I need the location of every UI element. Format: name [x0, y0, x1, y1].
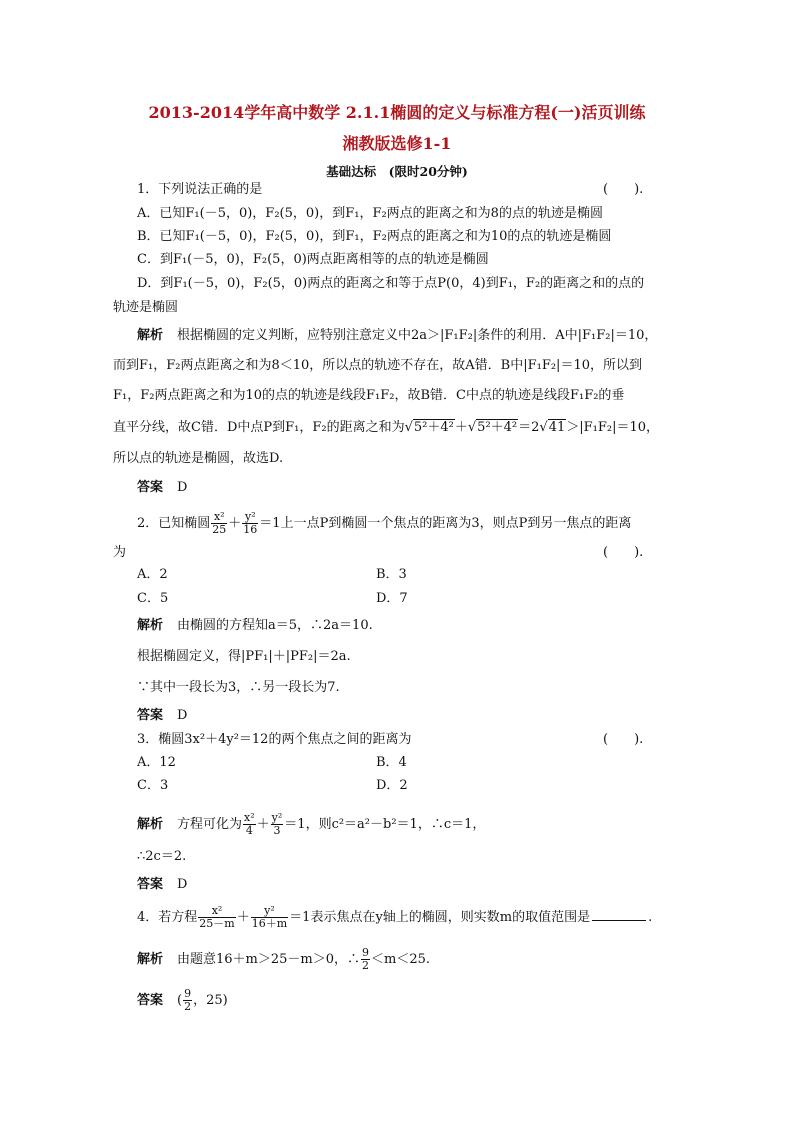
q1-option-b: B．已知F₁(－5，0)，F₂(5，0)，到F₁，F₂两点的距离之和为10的点的轨迹是椭圆 [137, 229, 612, 244]
sqrt-3: 41 [548, 420, 566, 435]
q1-analysis-2: 而到F₁，F₂两点距离之和为8＜10，所以点的轨迹不存在，故A错．B中|F₁F₂|＝10，所以到 [113, 358, 642, 373]
q1-stem: 1．下列说法正确的是 [137, 182, 263, 197]
q1-paren: ( ). [603, 182, 644, 197]
answer-blank[interactable] [592, 920, 646, 921]
fraction: $\frac{\text{x²}}{25}$ [212, 510, 227, 536]
q4-stem: 4．若方程 $\frac{\text{x²}}{25-m}$ ＋ $\frac{\text{y²}}{16+m}$ ＝1表示焦点在y轴上的椭圆，则实数m的取值范围是 . [137, 904, 653, 930]
q3-stem: 3．椭圆3x²＋4y²＝12的两个焦点之间的距离为 [137, 732, 412, 747]
q2-answer: 答案 D [137, 708, 188, 723]
q1-option-d-cont: 轨迹是椭圆 [113, 300, 179, 315]
q2-option-a: A．2 [137, 567, 168, 582]
fraction: $\frac{9}{2}$ [362, 946, 370, 972]
page-title: 2013-2014学年高中数学 2.1.1椭圆的定义与标准方程(一)活页训练 [148, 103, 646, 122]
analysis-label: 解析 [137, 328, 164, 343]
q1-answer: 答案 D [137, 480, 188, 495]
q3-option-d: D．2 [376, 778, 408, 793]
q3-paren: ( ). [603, 732, 644, 747]
fraction: $\frac{\text{y²}}{3}$ [271, 811, 283, 837]
q3-option-c: C．3 [137, 778, 169, 793]
q1-analysis-5: 所以点的轨迹是椭圆，故选D. [113, 451, 284, 466]
section-subtitle: 基础达标 (限时20分钟) [326, 164, 468, 179]
q3-option-a: A．12 [137, 755, 176, 770]
fraction: $\frac{\text{y²}}{16+m}$ [251, 904, 288, 930]
q2-paren: ( ). [603, 545, 644, 560]
sqrt-2: 5²＋4² [477, 420, 518, 435]
q2-option-b: B．3 [376, 567, 407, 582]
fraction: $\frac{9}{2}$ [184, 987, 192, 1013]
q2-stem: 2．已知椭圆 $\frac{\text{x²}}{25}$ ＋ $\frac{\text{y²}}{16}$ ＝1上一点P到椭圆一个焦点的距离为3，则点P到另一焦点的距离 [137, 510, 632, 536]
q3-analysis-1: 解析 方程可化为 $\frac{\text{x²}}{4}$ ＋ $\frac{\text{y²}}{3}$ ＝1，则c²＝a²－b²＝1，∴c＝1， [137, 811, 486, 837]
q3-answer: 答案 D [137, 877, 188, 892]
q1-analysis-4: 直平分线，故C错．D中点P到F₁，F₂的距离之和为√5²＋4²＋√5²＋4²＝2√41＞|F₁F₂|＝10， [113, 420, 660, 435]
q3-analysis-2: ∴2c＝2. [137, 849, 187, 864]
q1-option-c: C．到F₁(－5，0)，F₂(5，0)两点距离相等的点的轨迹是椭圆 [137, 252, 489, 267]
fraction: $\frac{\text{x²}}{25-m}$ [199, 904, 235, 930]
fraction: $\frac{\text{x²}}{4}$ [244, 811, 255, 837]
q1-option-a: A．已知F₁(－5，0)，F₂(5，0)，到F₁，F₂两点的距离之和为8的点的轨迹是椭圆 [137, 206, 603, 221]
q1-analysis-1: 解析 根据椭圆的定义判断，应特别注意定义中2a＞|F₁F₂|条件的利用．A中|F₁F₂|＝10， [137, 328, 658, 343]
q1-option-d: D．到F₁(－5，0)，F₂(5，0)两点的距离之和等于点P(0，4)到F₁，F₂的距离之和的点的 [137, 276, 645, 291]
sqrt-1: 5²＋4² [413, 420, 454, 435]
q2-stem-cont: 为 [113, 545, 127, 560]
q1-analysis-3: F₁，F₂两点距离之和为10的点的轨迹是线段F₁F₂，故B错．C中点的轨迹是线段F₁F₂的垂 [113, 388, 625, 403]
q4-answer: 答案 ( $\frac{9}{2}$ ，25) [137, 987, 228, 1013]
q4-analysis: 解析 由题意16＋m＞25－m＞0，∴ $\frac{9}{2}$ ＜m＜25. [137, 946, 431, 972]
page-title-line2: 湘教版选修1-1 [342, 134, 452, 153]
q2-analysis-2: 根据椭圆定义，得|PF₁|＋|PF₂|＝2a. [137, 649, 351, 664]
q2-option-d: D．7 [376, 591, 408, 606]
q2-analysis-1: 解析 由椭圆的方程知a＝5，∴2a＝10. [137, 618, 373, 633]
q2-analysis-3: ∵其中一段长为3，∴另一段长为7. [137, 680, 340, 695]
fraction: $\frac{\text{y²}}{16}$ [243, 510, 258, 536]
q2-option-c: C．5 [137, 591, 169, 606]
q3-option-b: B．4 [376, 755, 407, 770]
